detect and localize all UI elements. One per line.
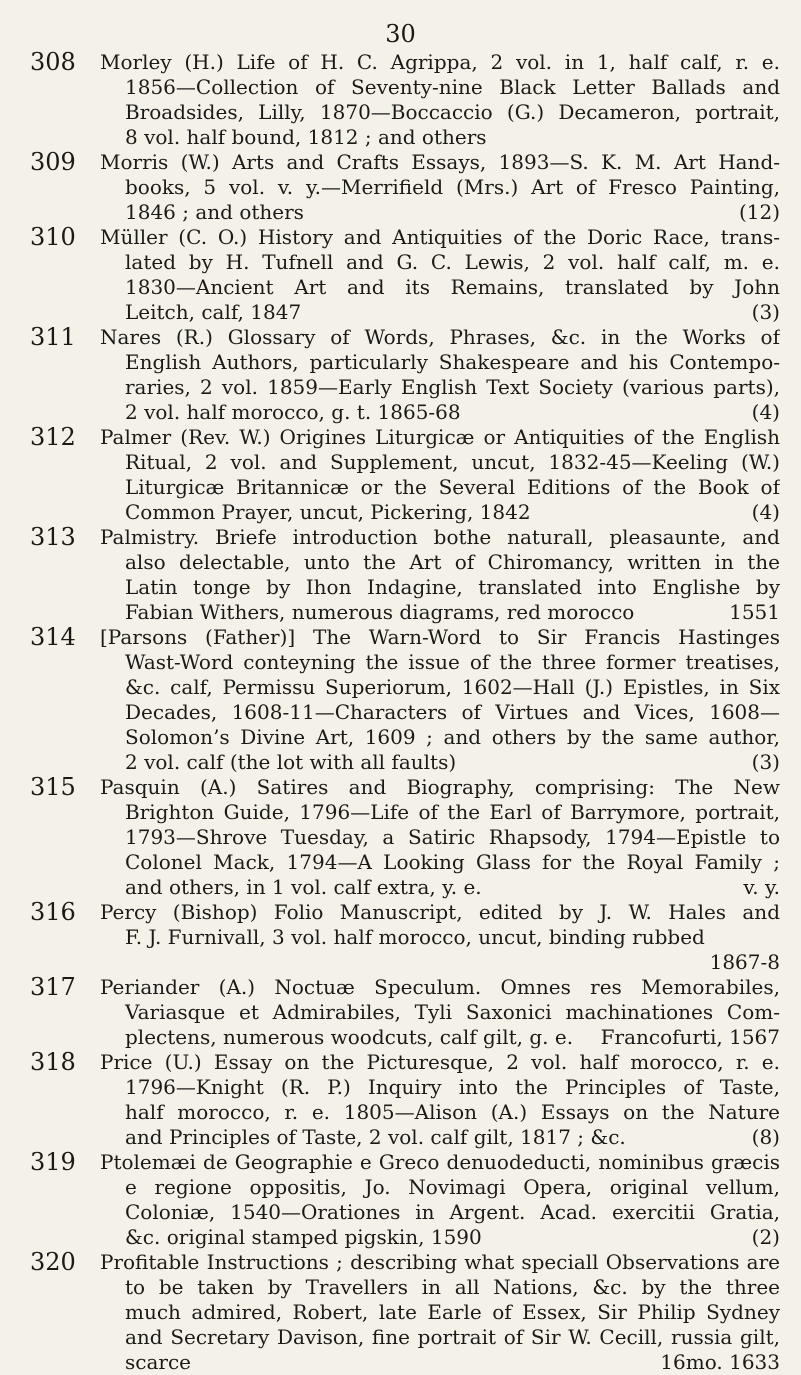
description-line: Colonel Mack, 1794—A Looking Glass for the Royal Family ; <box>125 850 780 874</box>
lot-number: 316 <box>30 898 76 926</box>
lot-description <box>100 975 780 1050</box>
catalogue-entry <box>20 1250 780 1375</box>
description-line: e regione oppositis, Jo. Novimagi Opera, original vellum, <box>125 1175 780 1199</box>
lot-number: 319 <box>30 1148 76 1176</box>
catalogue-entry <box>20 150 780 225</box>
lot-quantity: (3) <box>751 750 780 774</box>
description-line: Fabian Withers, numerous diagrams, red morocco 1551 <box>125 600 780 624</box>
description-line: Solomon’s Divine Art, 1609 ; and others by the same author, <box>125 725 780 749</box>
lot-description <box>100 1150 780 1250</box>
description-line: Pasquin (A.) Satires and Biography, comprising: The New <box>100 775 780 799</box>
catalogue-entry <box>20 625 780 775</box>
description-line: Leitch, calf, 1847 (3) <box>125 300 780 324</box>
description-line: Coloniæ, 1540—Orationes in Argent. Acad. exercitii Gratia, <box>125 1200 780 1224</box>
description-line: Morley (H.) Life of H. C. Agrippa, 2 vol. in 1, half calf, r. e. <box>100 50 780 74</box>
lot-description <box>100 775 780 900</box>
description-line: 1830—Ancient Art and its Remains, translated by John <box>125 275 780 299</box>
description-line: plectens, numerous woodcuts, calf gilt, g. e. Francofurti, 1567 <box>125 1025 780 1049</box>
lot-description <box>100 225 780 325</box>
description-line: also delectable, unto the Art of Chiromancy, written in the <box>125 550 780 574</box>
lot-date: 1867-8 <box>709 950 780 974</box>
description-line: Müller (C. O.) History and Antiquities of the Doric Race, trans- <box>100 225 780 249</box>
catalogue-entry <box>20 1050 780 1150</box>
lot-number: 315 <box>30 773 76 801</box>
lot-description <box>100 1050 780 1150</box>
description-line: Profitable Instructions ; describing what speciall Observations are <box>100 1250 780 1274</box>
lot-number: 311 <box>30 323 76 351</box>
lot-quantity: 16mo. 1633 <box>660 1350 780 1374</box>
lot-description <box>100 150 780 225</box>
description-line: to be taken by Travellers in all Nations, &c. by the three <box>125 1275 780 1299</box>
description-line: Broadsides, Lilly, 1870—Boccaccio (G.) Decameron, portrait, <box>125 100 780 124</box>
catalogue-entry <box>20 225 780 325</box>
description-line: Ritual, 2 vol. and Supplement, uncut, 1832-45—Keeling (W.) <box>125 450 780 474</box>
lot-number: 309 <box>30 148 76 176</box>
lot-description <box>100 325 780 425</box>
description-line: [Parsons (Father)] The Warn-Word to Sir Francis Hastinges <box>100 625 780 649</box>
description-line: Liturgicæ Britannicæ or the Several Editions of the Book of <box>125 475 780 499</box>
description-line: 1793—Shrove Tuesday, a Satiric Rhapsody, 1794—Epistle to <box>125 825 780 849</box>
catalogue-entry <box>20 775 780 900</box>
lot-quantity: (3) <box>751 300 780 324</box>
lot-description <box>100 1250 780 1375</box>
catalogue-entry <box>20 900 780 975</box>
description-line: Palmistry. Briefe introduction bothe naturall, pleasaunte, and <box>100 525 780 549</box>
lot-description <box>100 625 780 775</box>
page-number: 30 <box>385 20 416 48</box>
description-line: Variasque et Admirabiles, Tyli Saxonici machinationes Com- <box>125 1000 780 1024</box>
catalogue-entry <box>20 325 780 425</box>
description-line: much admired, Robert, late Earle of Essex, Sir Philip Sydney <box>125 1300 780 1324</box>
description-line: 8 vol. half bound, 1812 ; and others <box>125 125 487 149</box>
lot-quantity: 1551 <box>729 600 780 624</box>
lot-number: 317 <box>30 973 76 1001</box>
description-line: Ptolemæi de Geographie e Greco denuodeducti, nominibus græcis <box>100 1150 780 1174</box>
description-line: Brighton Guide, 1796—Life of the Earl of Barrymore, portrait, <box>125 800 780 824</box>
description-line: half morocco, r. e. 1805—Alison (A.) Essays on the Nature <box>125 1100 780 1124</box>
lot-number: 312 <box>30 423 76 451</box>
description-line: Latin tonge by Ihon Indagine, translated into Englishe by <box>125 575 780 599</box>
catalogue-entry <box>20 425 780 525</box>
lot-quantity: (12) <box>738 200 780 224</box>
lot-description <box>100 525 780 625</box>
description-line: and Secretary Davison, fine portrait of Sir W. Cecill, russia gilt, <box>125 1325 780 1349</box>
lot-description <box>100 425 780 525</box>
description-line: scarce 16mo. 1633 <box>125 1350 780 1374</box>
catalogue-list <box>20 50 780 1375</box>
lot-number: 310 <box>30 223 76 251</box>
description-line: &c. calf, Permissu Superiorum, 1602—Hall (J.) Epistles, in Six <box>125 675 780 699</box>
lot-number: 320 <box>30 1248 76 1276</box>
description-line: Decades, 1608-11—Characters of Virtues and Vices, 1608— <box>125 700 780 724</box>
description-line: books, 5 vol. v. y.—Merrifield (Mrs.) Art of Fresco Painting, <box>125 175 780 199</box>
lot-quantity: (4) <box>751 400 780 424</box>
description-line: Price (U.) Essay on the Picturesque, 2 vol. half morocco, r. e. <box>100 1050 780 1074</box>
catalogue-entry <box>20 1150 780 1250</box>
lot-number: 308 <box>30 48 76 76</box>
description-line: Morris (W.) Arts and Crafts Essays, 1893—S. K. M. Art Hand- <box>100 150 780 174</box>
description-line: lated by H. Tufnell and G. C. Lewis, 2 vol. half calf, m. e. <box>125 250 780 274</box>
lot-quantity: (2) <box>751 1225 780 1249</box>
description-line: 2 vol. calf (the lot with all faults) (3) <box>125 750 780 774</box>
description-line: 1856—Collection of Seventy-nine Black Letter Ballads and <box>125 75 780 99</box>
description-line: F. J. Furnivall, 3 vol. half morocco, uncut, binding rubbed <box>125 925 705 949</box>
description-line: Palmer (Rev. W.) Origines Liturgicæ or Antiquities of the English <box>100 425 780 449</box>
description-line: and Principles of Taste, 2 vol. calf gilt, 1817 ; &c. (8) <box>125 1125 780 1149</box>
catalogue-entry <box>20 975 780 1050</box>
lot-number: 314 <box>30 623 76 651</box>
description-line: &c. original stamped pigskin, 1590 (2) <box>125 1225 780 1249</box>
description-line: Percy (Bishop) Folio Manuscript, edited by J. W. Hales and <box>100 900 780 924</box>
lot-description <box>100 900 780 975</box>
description-line: Periander (A.) Noctuæ Speculum. Omnes res Memorabiles, <box>100 975 780 999</box>
description-line: raries, 2 vol. 1859—Early English Text Society (various parts), <box>125 375 780 399</box>
lot-quantity: (4) <box>751 500 780 524</box>
description-line: 2 vol. half morocco, g. t. 1865-68 (4) <box>125 400 780 424</box>
description-line: Common Prayer, uncut, Pickering, 1842 (4) <box>125 500 780 524</box>
description-line: Wast-Word conteyning the issue of the three former treatises, <box>125 650 780 674</box>
lot-description <box>100 50 780 150</box>
lot-quantity: Francofurti, 1567 <box>600 1025 780 1049</box>
lot-number: 313 <box>30 523 76 551</box>
description-line: and others, in 1 vol. calf extra, y. e. v. y. <box>125 875 780 899</box>
description-line: Nares (R.) Glossary of Words, Phrases, &c. in the Works of <box>100 325 780 349</box>
lot-quantity: (8) <box>751 1125 780 1149</box>
lot-number: 318 <box>30 1048 76 1076</box>
catalogue-entry <box>20 50 780 150</box>
lot-quantity: v. y. <box>743 875 780 899</box>
catalogue-entry <box>20 525 780 625</box>
description-line: English Authors, particularly Shakespeare and his Contempo- <box>125 350 780 374</box>
description-line: 1796—Knight (R. P.) Inquiry into the Principles of Taste, <box>125 1075 780 1099</box>
description-line: 1846 ; and others (12) <box>125 200 780 224</box>
